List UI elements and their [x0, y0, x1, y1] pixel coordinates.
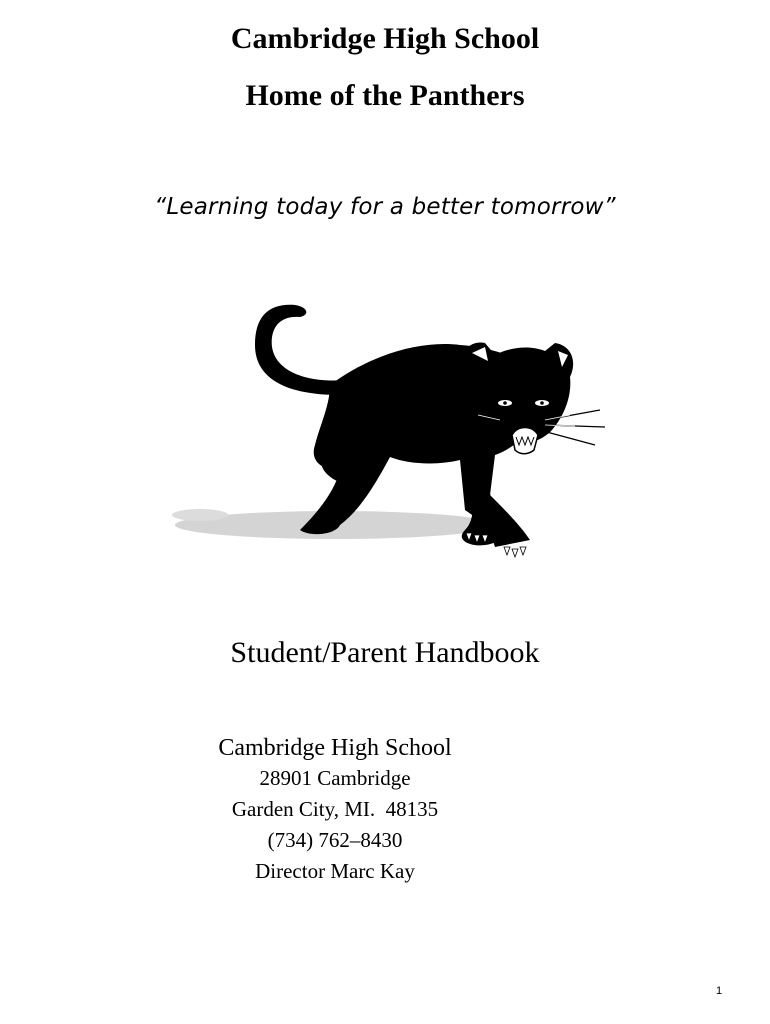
panther-tail [255, 305, 345, 395]
tagline-heading: Home of the Panthers [245, 79, 525, 112]
address-director: Director Marc Kay [255, 859, 415, 883]
handbook-title: Student/Parent Handbook [230, 636, 540, 669]
page-number: 1 [716, 985, 723, 997]
address-school-name: Cambridge High School [218, 735, 452, 761]
address-city: Garden City, MI. 48135 [231, 797, 439, 821]
address-phone: (734) 762–8430 [267, 828, 403, 852]
school-address-block [200, 733, 470, 887]
school-motto: “Learning today for a better tomorrow” [154, 194, 616, 220]
panther-mouth [512, 428, 538, 454]
mascot-shadow-tail [172, 509, 228, 521]
school-name-heading: Cambridge High School [230, 22, 540, 55]
panther-mascot-icon [160, 285, 620, 585]
address-street: 28901 Cambridge [259, 766, 411, 790]
